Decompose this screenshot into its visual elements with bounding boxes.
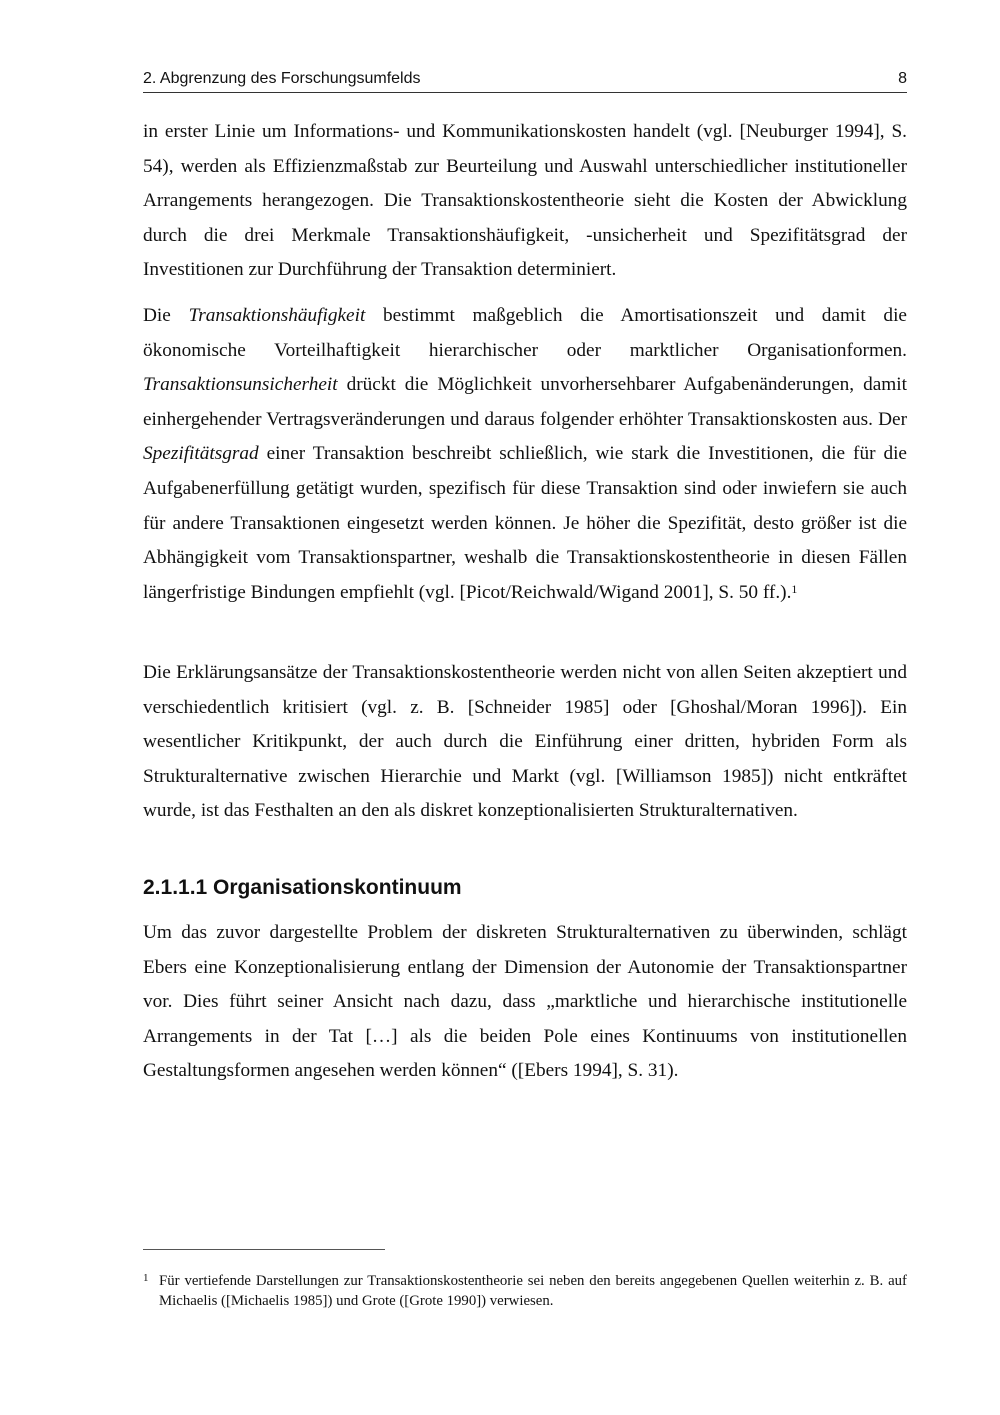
footnote-text: Für vertiefende Darstellungen zur Transaktionskostentheorie sei neben den bereits angegebenen Quellen weiterhin z. B. auf Michaelis ([Michaelis 1985]) und Grote ([Grote 1990]) verwiesen.	[159, 1273, 907, 1309]
paragraph-1-text: in erster Linie um Informations- und Kommunikationskosten handelt (vgl. [Neuburger 1994], S. 54), werden als Effizienzmaßstab zur Beurteilung und Auswahl unterschiedlicher institutioneller Arrangements herangezogen. Die Transaktionskostentheorie sieht die Kosten der Abwicklung durch die drei Merkmale Transaktionshäufigkeit, -unsicherheit und Spezifitätsgrad der Investitionen zur Durchführung der Transaktion determiniert.	[143, 121, 907, 281]
paragraph-1	[143, 115, 907, 288]
footnote-marker: 1	[143, 1272, 149, 1284]
paragraph-4-text: Um das zuvor dargestellte Problem der diskreten Strukturalternativen zu überwinden, schlägt Ebers eine Konzeptionalisierung entlang der Dimension der Autonomie der Transaktionspartner vor. Dies führt seiner Ansicht nach dazu, dass „marktliche und hierarchische institutionelle Arrangements in der Tat […] als die beiden Pole eines Kontinuums von institutionellen Gestaltungsformen angesehen werden können“ ([Ebers 1994], S. 31).	[143, 922, 907, 1082]
paragraph-2-run-3: drückt die Möglichkeit unvorhersehbarer Aufgabenänderungen, damit einhergehender Vertragsveränderungen und daraus folgender erhöhter Transaktionskosten aus. Der	[143, 374, 907, 430]
paragraph-2-run-1: Die	[143, 305, 189, 326]
paragraph-2-text	[143, 299, 907, 610]
term-transaktionshaeufigkeit: Transaktionshäufigkeit	[188, 305, 366, 326]
paragraph-4	[143, 916, 907, 1089]
running-header	[143, 66, 907, 93]
paragraph-2-run-4: einer Transaktion beschreibt schließlich, wie stark die Investitionen, die für die Aufgabenerfüllung getätigt wurden, spezifisch für diese Transaktion sind oder inwiefern sie auch für andere Transaktionen eingesetzt werden können. Je höher die Spezifität, desto größer ist die Abhängigkeit vom Transaktionspartner, weshalb die Transaktionskostentheorie in diesen Fällen längerfristige Bindungen empfiehlt (vgl. [Picot/Reichwald/Wigand 2001], S. 50 ff.).	[143, 443, 907, 603]
paragraph-2-run-2: bestimmt maßgeblich die Amortisationszeit und damit die ökonomische Vorteilhaftigkeit hierarchischer oder marktlicher Organisationformen.	[143, 305, 907, 361]
term-spezifitaetsgrad: Spezifitätsgrad	[143, 443, 259, 465]
footnote-reference[interactable]: 1	[791, 581, 798, 596]
footnote	[143, 1271, 907, 1311]
paragraph-2	[143, 299, 907, 610]
section-heading: 2.1.1.1 Organisationskontinuum	[143, 876, 462, 899]
paragraph-3-text: Die Erklärungsansätze der Transaktionskostentheorie werden nicht von allen Seiten akzeptiert und verschiedentlich kritisiert (vgl. z. B. [Schneider 1985] oder [Ghoshal/Moran 1996]). Ein wesentlicher Kritikpunkt, der auch durch die Einführung einer dritten, hybriden Form als Strukturalternative zwischen Hierarchie und Markt (vgl. [Williamson 1985]) nicht entkräftet wurde, ist das Festhalten an den als diskret konzeptionalisierten Strukturalternativen.	[143, 662, 907, 822]
chapter-title: 2. Abgrenzung des Forschungsumfelds	[143, 70, 421, 87]
paragraph-3	[143, 656, 907, 829]
page-number: 8	[898, 70, 907, 87]
footnote-divider	[143, 1249, 385, 1250]
term-transaktionsunsicherheit: Transaktionsunsicherheit	[143, 374, 338, 396]
